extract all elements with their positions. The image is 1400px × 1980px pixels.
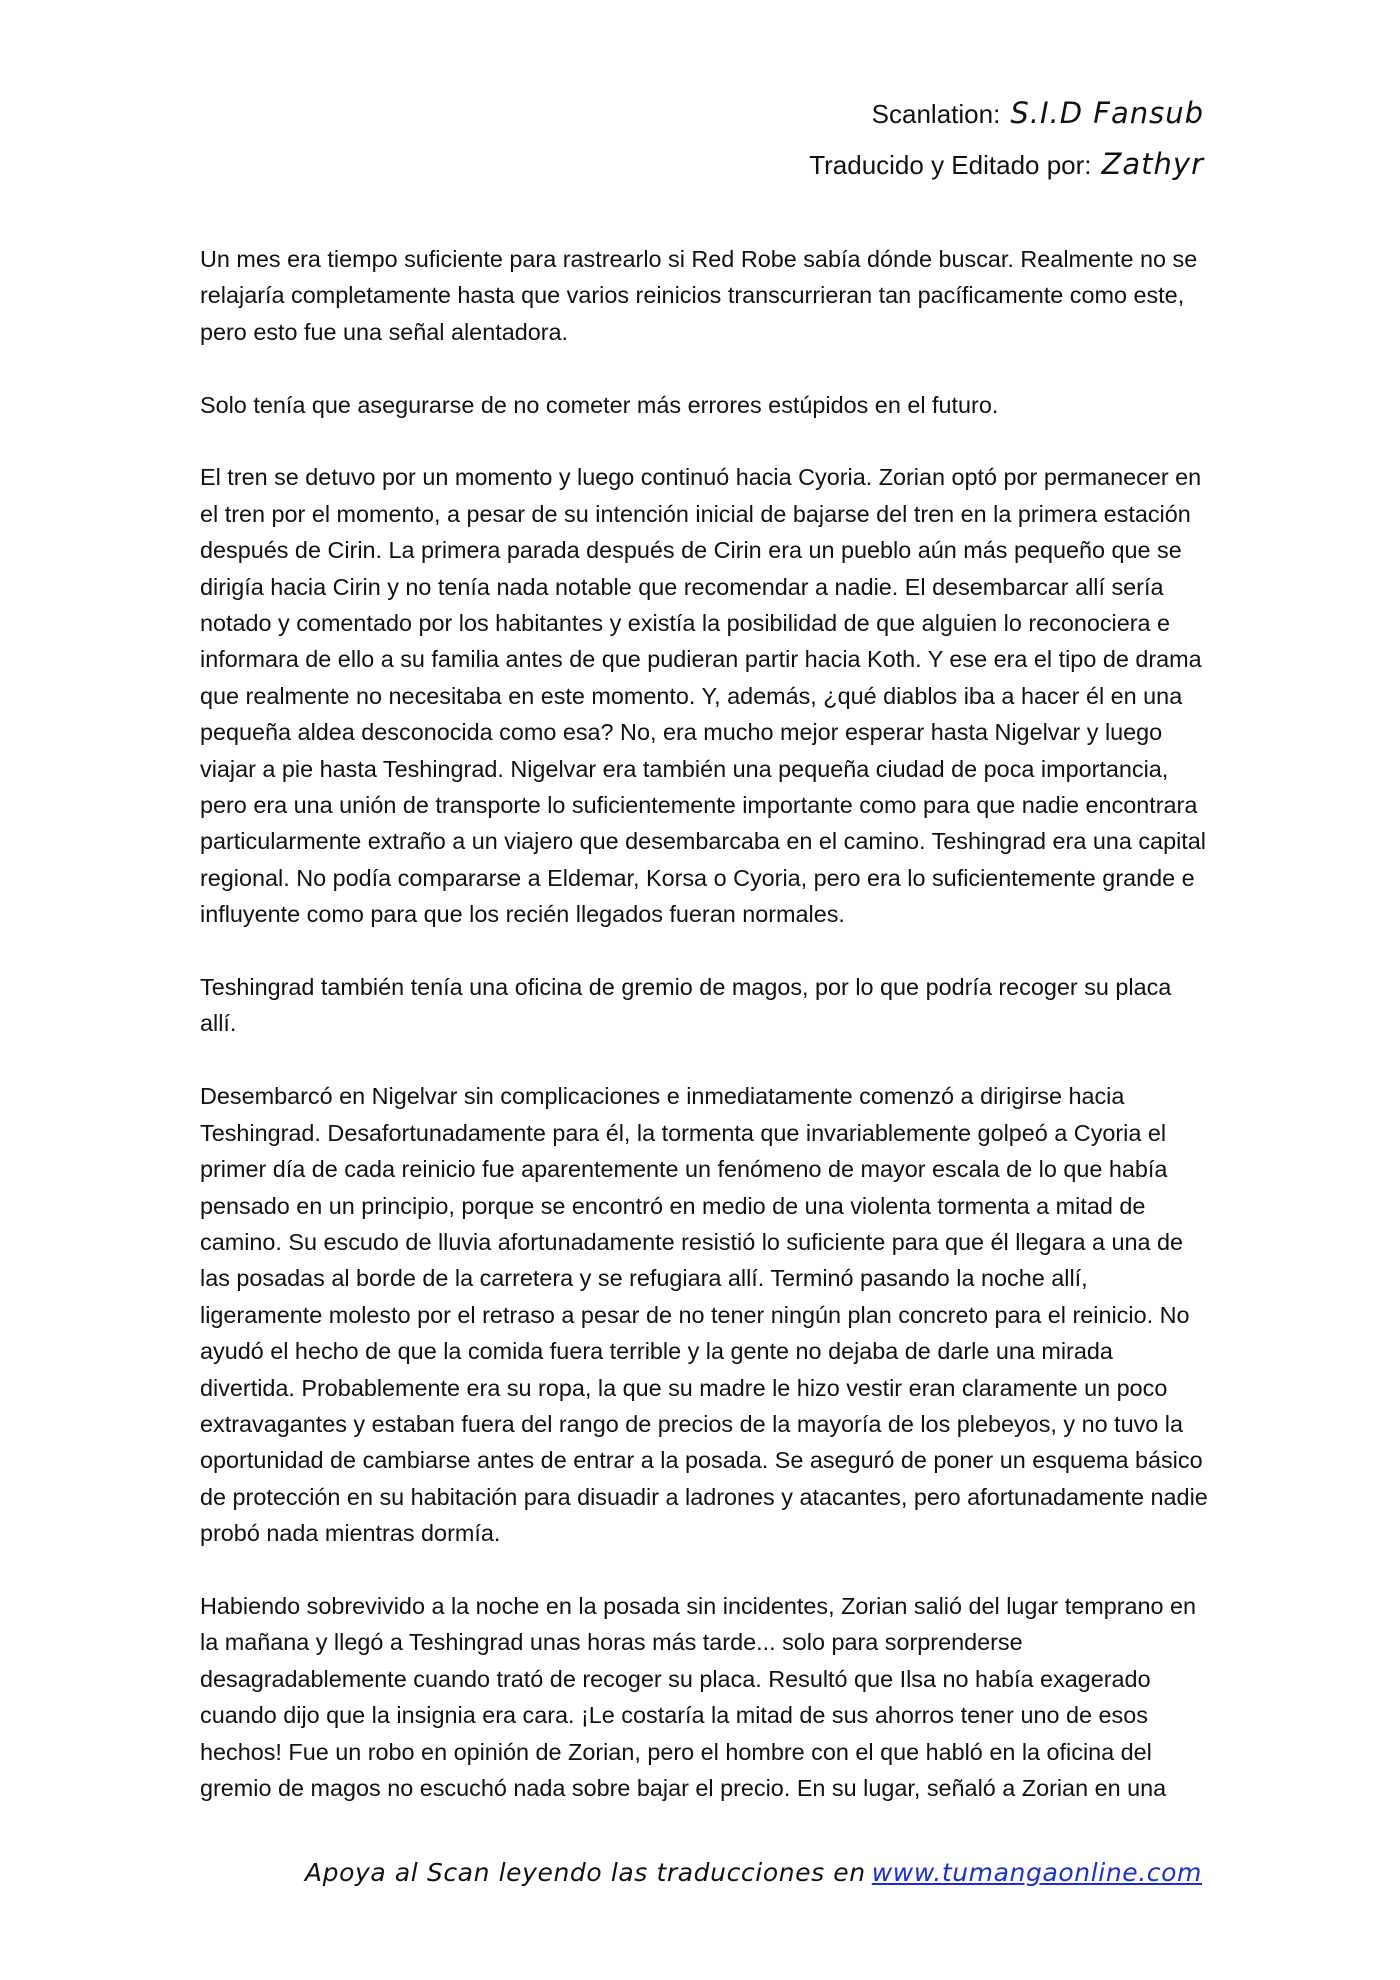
scanlation-label: Scanlation: [871,99,1001,129]
translator-label: Traducido y Editado por: [809,150,1092,180]
body-text [200,241,1210,1843]
paragraph: Solo tenía que asegurarse de no cometer más errores estúpidos en el futuro. [200,391,999,418]
paragraph: Teshingrad también tenía una oficina de gremio de magos, por lo que podría recoger su placa allí. [200,974,1172,1037]
footer-note [305,1858,1202,1887]
credits-header [809,88,1204,190]
scanlation-name: S.I.D Fansub [1010,96,1204,130]
paragraph: El tren se detuvo por un momento y luego continuó hacia Cyoria. Zorian optó por permanecer en el tren por el momento, a pesar de su intención inicial de bajarse del tren en la primera estación después de Cirin. La primera parada después de Cirin era un pueblo aún más pequeño que se dirigía hacia Cirin y no tenía nada notable que recomendar a nadie. El desembarcar allí sería notado y comentado por los habitantes y existía la posibilidad de que alguien lo reconociera e informara de ello a su familia antes de que pudieran partir hacia Koth. Y ese era el tipo de drama que realmente no necesitaba en este momento. Y, además, ¿qué diablos iba a hacer él en una pequeña aldea desconocida como esa? No, era mucho mejor esperar hasta Nigelvar y luego viajar a pie hasta Teshingrad. Nigelvar era también una pequeña ciudad de poca importancia, pero era una unión de transporte lo suficientemente importante como para que nadie encontrara particularmente extraño a un viajero que desembarcaba en el camino. Teshingrad era una capital regional. No podía compararse a Eldemar, Korsa o Cyoria, pero era lo suficientemente grande e influyente como para que los recién llegados fueran normales. [200,464,1206,928]
footer-text: Apoya al Scan leyendo las traducciones en [304,1858,866,1887]
paragraph: Habiendo sobrevivido a la noche en la posada sin incidentes, Zorian salió del lugar temprano en la mañana y llegó a Teshingrad unas horas más tarde... solo para sorprenderse desagradablemente cuando trató de recoger su placa. Resultó que Ilsa no había exagerado cuando dijo que la insignia era cara. ¡Le costaría la mitad de sus ahorros tener uno de esos hechos! Fue un robo en opinión de Zorian, pero el hombre con el que habló en la oficina del gremio de magos no escuchó nada sobre bajar el precio. En su lugar, señaló a Zorian en una [200,1592,1197,1801]
footer-link[interactable]: www.tumangaonline.com [871,1858,1202,1887]
paragraph: Desembarcó en Nigelvar sin complicaciones e inmediatamente comenzó a dirigirse hacia Teshingrad. Desafortunadamente para él, la tormenta que invariablemente golpeó a Cyoria el primer día de cada reinicio fue aparentemente un fenómeno de mayor escala de lo que había pensado en un principio, porque se encontró en medio de una violenta tormenta a mitad de camino. Su escudo de lluvia afortunadamente resistió lo suficiente para que él llegara a una de las posadas al borde de la carretera y se refugiara allí. Terminó pasando la noche allí, ligeramente molesto por el retraso a pesar de no tener ningún plan concreto para el reinicio. No ayudó el hecho de que la comida fuera terrible y la gente no dejaba de darle una mirada divertida. Probablemente era su ropa, la que su madre le hizo vestir eran claramente un poco extravagantes y estaban fuera del rango de precios de la mayoría de los plebeyos, y no tuvo la oportunidad de cambiarse antes de entrar a la posada. Se aseguró de poner un esquema básico de protección en su habitación para disuadir a ladrones y atacantes, pero afortunadamente nadie probó nada mientras dormía. [200,1083,1208,1547]
translator-credit [809,139,1204,190]
paragraph: Un mes era tiempo suficiente para rastrearlo si Red Robe sabía dónde buscar. Realmente no se relajaría completamente hasta que varios reinicios transcurrieran tan pacíficamente como este, pero esto fue una señal alentadora. [200,246,1198,345]
scanlation-credit [809,88,1204,139]
translator-name: Zathyr [1101,147,1204,181]
